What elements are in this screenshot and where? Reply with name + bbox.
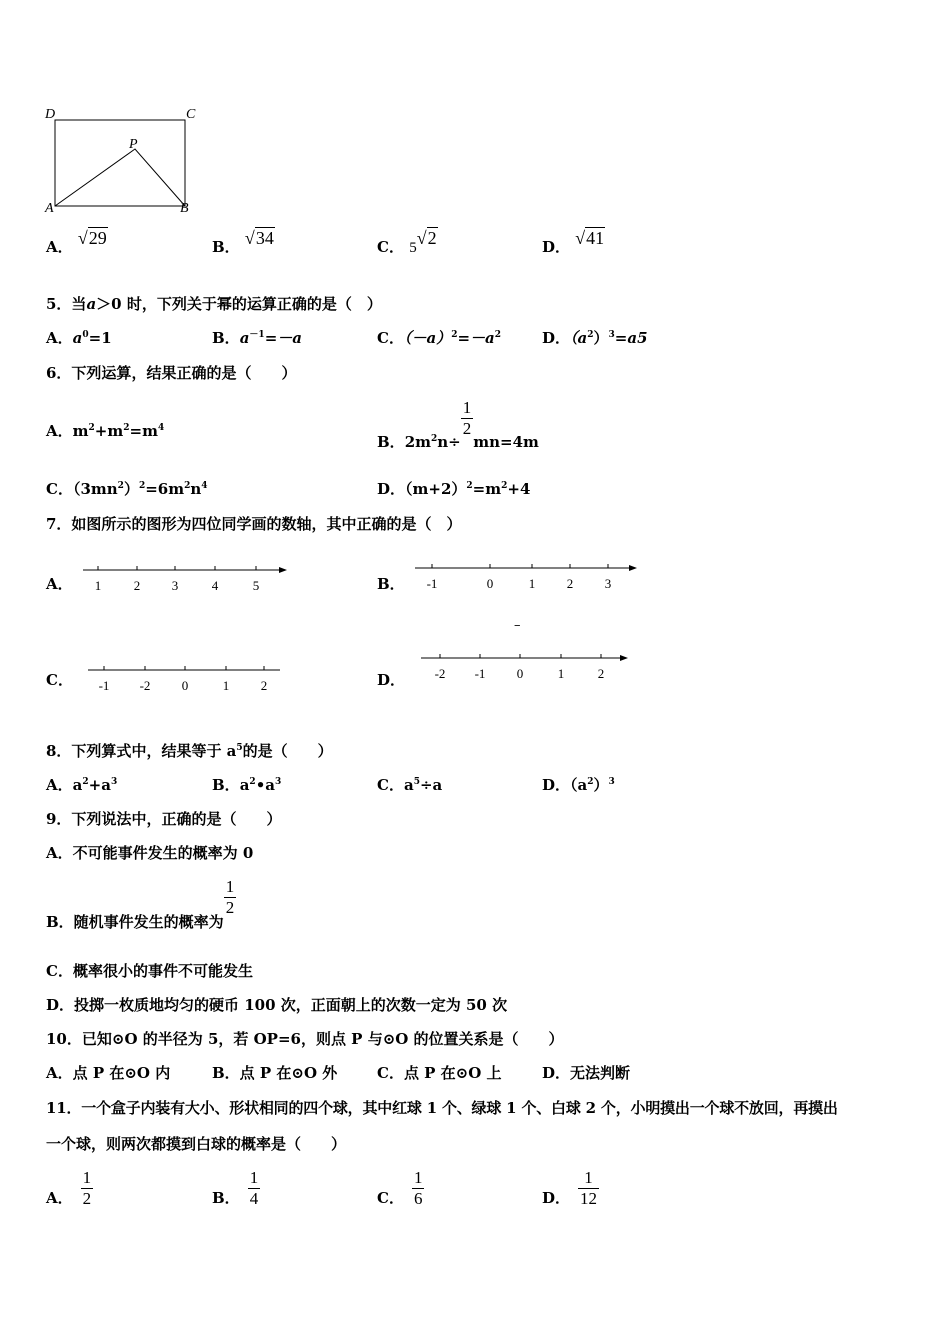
number-line-c-tick-label: -1 [98,678,110,693]
number-line-d [418,648,638,688]
q11-option-a: A． $\frac{1}{2}$ [46,1168,92,1208]
q8-option-b: B．$a^2•a^3$ [212,776,282,794]
q10-option-a: A．点 P 在⊙O 内 [46,1064,171,1082]
label-d: D [45,107,56,122]
rectangle-abcd [55,120,185,206]
q6-option-d: D．$(m+2)^2=m^2+4$ [377,480,531,498]
q7-stem: 7．如图所示的图形为四位同学画的数轴，其中正确的是（ ） [46,515,462,533]
q6-option-c: C．$(3mn^2)^2=6m^2n^4$ [46,480,208,498]
label-a: A [45,201,54,216]
coefficient: 5 [409,240,417,256]
number-line-c-tick-label: -2 [139,678,151,693]
q8-stem: 8．下列算式中，结果等于 $a^5$的是（ ） [46,742,333,760]
sqrt-expression: √34 [244,228,274,248]
number-line-b-tick-label: 2 [566,576,574,591]
number-line-d-tick-label: 2 [597,666,605,681]
q6-option-b: B．$2m^2n\div$ $\frac{1}{2}$ mn=4m [377,398,539,451]
rectangle-figure [40,100,210,220]
number-line-d-tick-label: -1 [474,666,486,681]
q10-option-d: D．无法判断 [542,1064,631,1082]
q10-option-b: B．点 P 在⊙O 外 [212,1064,338,1082]
q5-option-b: B．$a^{-1}=-a$ [212,329,302,347]
q7-option-a-letter: A． [46,575,73,593]
q6-option-a: A．$m^2+m^2=m^4$ [46,422,165,440]
fraction: $\frac{1}{2}$ [82,1168,92,1208]
q5-stem: 5．当a＞0 时，下列关于幂的运算正确的是（ ） [46,295,382,313]
q5-option-a: A．$a^0=1$ [46,329,112,347]
number-line-a-tick-label: 4 [211,578,219,593]
option-letter: D． [542,238,571,256]
number-line-a-tick-label: 2 [133,578,141,593]
option-letter: B． [212,238,240,256]
q8-option-d: D．$(a^2)^3$ [542,776,615,794]
q4-option-b [212,228,275,256]
q9-option-c: C．概率很小的事件不可能发生 [46,962,253,980]
q8-option-c: C．$a^5\div a$ [377,776,443,794]
number-line-a-tick-label: 5 [252,578,260,593]
q10-stem: 10．已知⊙O 的半径为 5，若 OP=6，则点 P 与⊙O 的位置关系是（ ） [46,1030,564,1048]
number-line-c-tick-label: 2 [260,678,268,693]
number-line-d-tick-label: 1 [557,666,565,681]
option-letter: A． [46,238,73,256]
q9-option-b: B．随机事件发生的概率为 $\frac{1}{2}$ [46,877,235,931]
number-line-a-tick-label: 3 [171,578,179,593]
fraction: $\frac{1}{6}$ [413,1168,423,1208]
sqrt-expression: √29 [77,228,107,248]
segment-apb [55,149,185,206]
number-line-c [85,660,290,700]
q8-option-a: A．$a^2+a^3$ [46,776,118,794]
q11-stem-line1: 11．一个盒子内装有大小、形状相同的四个球，其中红球 1 个、绿球 1 个、白球 2 个，小明摸出一个球不放回，再摸出 [46,1099,838,1117]
fraction: $\frac{1}{2}$ [462,398,472,438]
fraction: $\frac{1}{12}$ [580,1168,598,1208]
q4-option-a [46,228,108,256]
number-line-b-tick-label: 3 [604,576,612,591]
q11-option-b: B． $\frac{1}{4}$ [212,1168,259,1208]
q11-option-d: D． $\frac{1}{12}$ [542,1168,598,1208]
q11-option-c: C． $\frac{1}{6}$ [377,1168,423,1208]
number-line-d-tick-label: 0 [516,666,524,681]
q9-option-a: A．不可能事件发生的概率为 0 [46,844,254,862]
number-line-c-tick-label: 1 [222,678,230,693]
number-line-b-tick-label: 0 [486,576,494,591]
q10-option-c: C．点 P 在⊙O 上 [377,1064,502,1082]
number-line-a [80,560,295,600]
fraction: $\frac{1}{4}$ [249,1168,259,1208]
q11-stem-line2: 一个球，则两次都摸到白球的概率是（ ） [46,1135,347,1153]
q6-stem: 6．下列运算，结果正确的是（ ） [46,364,297,382]
sqrt-expression: √2 [416,228,437,248]
q7-option-d-letter: D． [377,671,406,689]
q9-option-d: D．投掷一枚质地均匀的硬币 100 次，正面朝上的次数一定为 50 次 [46,996,508,1014]
option-letter: C． [377,238,404,256]
number-line-b [410,558,645,598]
q4-option-d [542,228,605,256]
label-b: B [180,201,189,216]
number-line-b-tick-label: 1 [528,576,536,591]
q7-option-c-letter: C． [46,671,73,689]
number-line-c-tick-label: 0 [181,678,189,693]
label-p: P [129,137,138,152]
q7-option-b-letter: B． [377,575,405,593]
number-line-a-tick-label: 1 [94,578,102,593]
number-line-b-tick-label: -1 [426,576,438,591]
fraction: $\frac{1}{2}$ [225,877,235,917]
sqrt-expression: √41 [575,228,605,248]
q5-option-c: C．$(-a)^2=-a^2$ [377,329,502,347]
number-line-d-mark: – [514,618,521,633]
q9-stem: 9．下列说法中，正确的是（ ） [46,810,282,828]
q4-option-c [377,228,438,257]
label-c: C [186,107,196,122]
q5-option-d: D．$(a^2)^3=a5$ [542,329,648,347]
number-line-d-tick-label: -2 [434,666,446,681]
